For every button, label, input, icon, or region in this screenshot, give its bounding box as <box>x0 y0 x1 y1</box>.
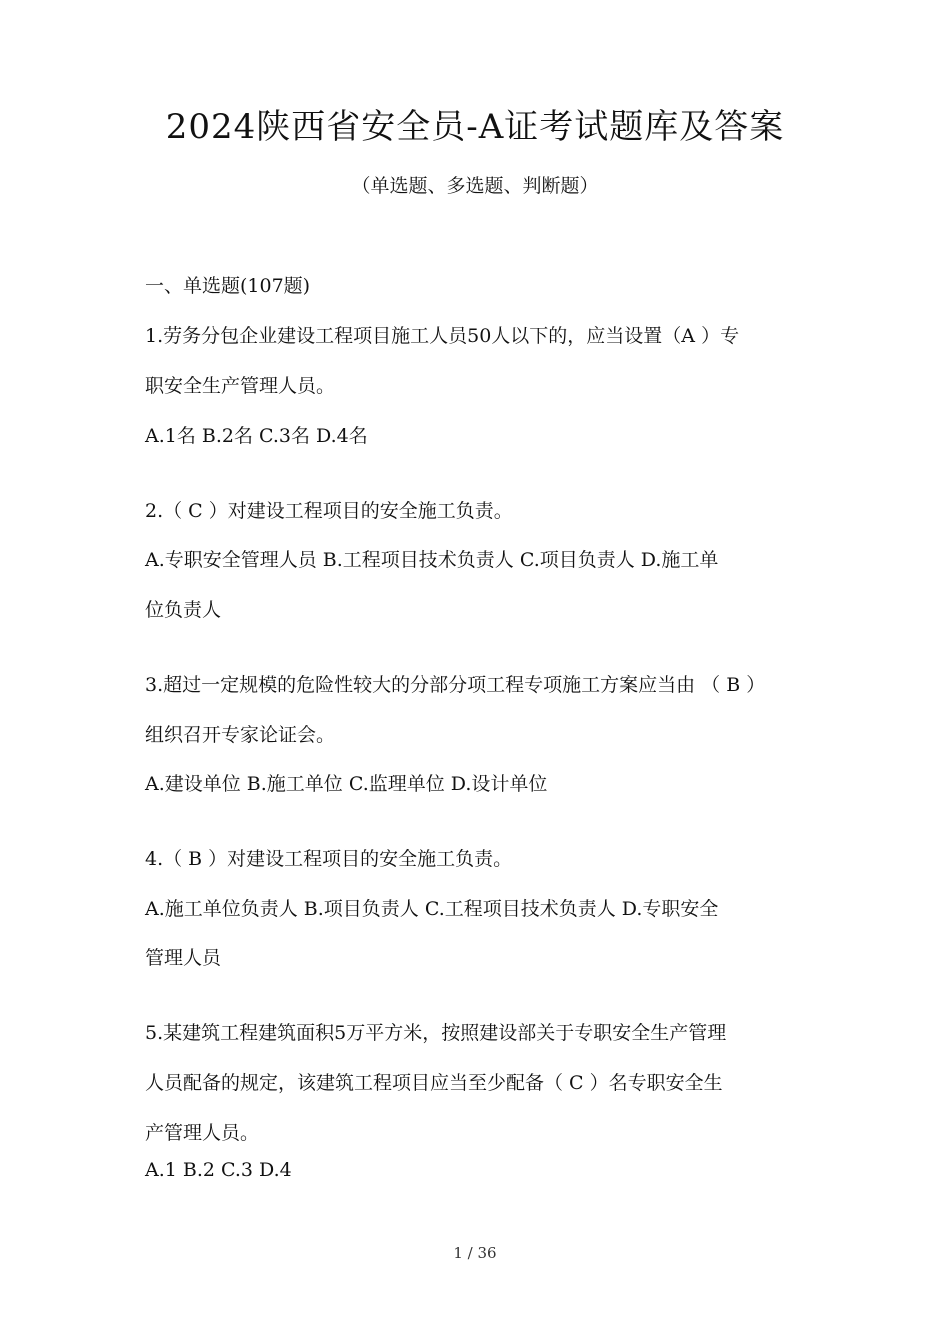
question-2-options-line-2: 位负责人 <box>145 599 222 621</box>
question-2-stem-line-1: 2.（ C ）对建设工程项目的安全施工负责。 <box>145 500 513 522</box>
question-3-stem-line-1: 3.超过一定规模的危险性较大的分部分项工程专项施工方案应当由 （ B ） <box>145 674 766 696</box>
question-5-stem-line-1: 5.某建筑工程建筑面积5万平方米，按照建设部关于专职安全生产管理 <box>145 1022 727 1044</box>
question-1-stem-line-2: 职安全生产管理人员。 <box>145 375 336 397</box>
document-subtitle: （单选题、多选题、判断题） <box>351 175 599 197</box>
question-2-options-line-1: A.专职安全管理人员 B.工程项目技术负责人 C.项目负责人 D.施工单 <box>145 549 719 571</box>
question-4-stem-line-1: 4.（ B ）对建设工程项目的安全施工负责。 <box>145 848 513 870</box>
question-1-options: A.1名 B.2名 C.3名 D.4名 <box>145 425 368 447</box>
question-1-stem-line-1: 1.劳务分包企业建设工程项目施工人员50人以下的，应当设置（A ）专 <box>145 325 740 347</box>
question-5-stem-line-3: 产管理人员。 <box>145 1122 260 1144</box>
question-4-options-line-2: 管理人员 <box>145 947 222 969</box>
section-heading: 一、单选题(107题) <box>145 275 311 297</box>
page-number: 1 / 36 <box>453 1244 497 1262</box>
document-title: 2024陕西省安全员-A证考试题库及答案 <box>165 107 785 147</box>
question-3-stem-line-2: 组织召开专家论证会。 <box>145 724 336 746</box>
question-5-options: A.1 B.2 C.3 D.4 <box>145 1159 292 1181</box>
question-5-stem-line-2: 人员配备的规定，该建筑工程项目应当至少配备（ C ）名专职安全生 <box>145 1072 723 1094</box>
question-4-options-line-1: A.施工单位负责人 B.项目负责人 C.工程项目技术负责人 D.专职安全 <box>145 898 719 920</box>
question-3-options: A.建设单位 B.施工单位 C.监理单位 D.设计单位 <box>145 773 548 795</box>
